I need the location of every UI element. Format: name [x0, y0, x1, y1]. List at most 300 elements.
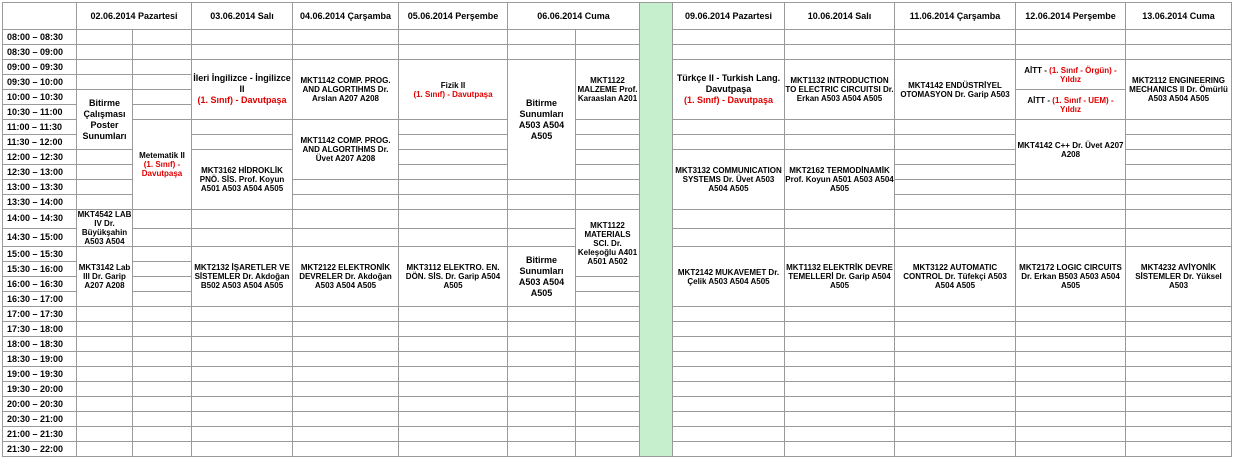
empty-cell	[508, 210, 576, 229]
empty-cell	[1126, 307, 1232, 322]
header-day	[192, 3, 293, 30]
course-cell	[192, 247, 293, 307]
empty-cell	[293, 352, 399, 367]
empty-cell	[673, 210, 785, 229]
cell-text: 19:00 – 19:30	[7, 368, 64, 379]
empty-cell	[133, 367, 192, 382]
empty-cell	[133, 45, 192, 60]
empty-cell	[77, 150, 133, 165]
cell-text: 12.06.2014 Perşembe	[1025, 10, 1116, 21]
empty-cell	[508, 352, 576, 367]
week-separator	[640, 3, 673, 457]
cell-text: 10.06.2014 Salı	[807, 10, 872, 21]
empty-cell	[133, 105, 192, 120]
empty-cell	[77, 165, 133, 180]
time-slot	[3, 262, 77, 277]
cell-text: 09:00 – 09:30	[7, 61, 64, 72]
empty-cell	[895, 210, 1016, 229]
cell-text: Fizik II	[440, 80, 466, 90]
header-day	[508, 3, 640, 30]
empty-cell	[673, 397, 785, 412]
time-slot	[3, 292, 77, 307]
schedule-row	[3, 322, 1232, 337]
empty-cell	[1126, 322, 1232, 337]
cell-text: 06.06.2014 Cuma	[537, 10, 610, 21]
empty-cell	[785, 397, 895, 412]
empty-cell	[576, 367, 640, 382]
cell-text: Bitirme Çalışması Poster Sunumları	[82, 97, 127, 141]
course-cell	[293, 60, 399, 120]
empty-cell	[1016, 45, 1126, 60]
empty-cell	[77, 75, 133, 90]
empty-cell	[1016, 397, 1126, 412]
header-day	[673, 3, 785, 30]
empty-cell	[399, 180, 508, 195]
empty-cell	[673, 30, 785, 45]
schedule-row	[3, 352, 1232, 367]
cell-text: MKT2132 İŞARETLER VE SİSTEMLER Dr. Akdoğan B502 A503 A504 A505	[194, 263, 290, 290]
empty-cell	[192, 45, 293, 60]
header-day	[895, 3, 1016, 30]
cell-text: 14:00 – 14:30	[7, 213, 64, 224]
empty-cell	[293, 412, 399, 427]
schedule-row	[3, 442, 1232, 457]
empty-cell	[133, 75, 192, 90]
cell-text: 18:30 – 19:00	[7, 353, 64, 364]
empty-cell	[192, 382, 293, 397]
course-cell	[399, 247, 508, 307]
course-cell	[133, 120, 192, 210]
empty-cell	[673, 427, 785, 442]
time-slot	[3, 412, 77, 427]
empty-cell	[576, 337, 640, 352]
course-cell	[77, 210, 133, 247]
course-cell	[293, 120, 399, 180]
empty-cell	[895, 120, 1016, 135]
cell-text: 20:30 – 21:00	[7, 413, 64, 424]
empty-cell	[1016, 427, 1126, 442]
time-slot	[3, 30, 77, 45]
empty-cell	[77, 382, 133, 397]
cell-text: 11:30 – 12:00	[7, 136, 63, 147]
empty-cell	[785, 120, 895, 135]
time-slot	[3, 247, 77, 262]
course-cell	[192, 60, 293, 120]
empty-cell	[895, 165, 1016, 180]
empty-cell	[77, 337, 133, 352]
course-cell	[399, 60, 508, 120]
cell-text: MKT4232 AVİYONİK SİSTEMLER Dr. Yüksel A503	[1135, 263, 1222, 290]
empty-cell	[508, 195, 576, 210]
cell-text: MKT3162 HİDROKLİK PNÖ. SİS. Prof. Koyun A501 A503 A504 A505	[199, 166, 285, 193]
empty-cell	[576, 120, 640, 135]
empty-cell	[399, 337, 508, 352]
cell-text: 09:30 – 10:00	[7, 76, 64, 87]
cell-text: 11:00 – 11:30	[7, 121, 63, 132]
empty-cell	[895, 367, 1016, 382]
header-day	[293, 3, 399, 30]
time-slot	[3, 45, 77, 60]
schedule-row	[3, 3, 1232, 30]
time-slot	[3, 60, 77, 75]
empty-cell	[576, 307, 640, 322]
time-slot	[3, 382, 77, 397]
empty-cell	[785, 45, 895, 60]
cell-text: 18:00 – 18:30	[7, 338, 64, 349]
empty-cell	[508, 180, 576, 195]
cell-text: 13:30 – 14:00	[7, 196, 64, 207]
cell-text: 08:30 – 09:00	[7, 46, 64, 57]
cell-text: 16:00 – 16:30	[7, 278, 64, 289]
empty-cell	[673, 120, 785, 135]
empty-cell	[673, 307, 785, 322]
empty-cell	[1126, 195, 1232, 210]
cell-text: MKT2122 ELEKTRONİK DEVRELER Dr. Akdoğan A503 A504 A505	[299, 263, 392, 290]
empty-cell	[399, 397, 508, 412]
empty-cell	[293, 427, 399, 442]
empty-cell	[1126, 367, 1232, 382]
empty-cell	[399, 135, 508, 150]
course-cell	[1016, 120, 1126, 180]
empty-cell	[673, 337, 785, 352]
cell-text: 15:00 – 15:30	[7, 248, 64, 259]
empty-cell	[1016, 322, 1126, 337]
cell-text: 12:00 – 12:30	[7, 151, 64, 162]
empty-cell	[293, 382, 399, 397]
empty-cell	[399, 195, 508, 210]
corner-cell	[3, 3, 77, 30]
empty-cell	[192, 307, 293, 322]
course-cell	[1016, 90, 1126, 120]
empty-cell	[399, 322, 508, 337]
empty-cell	[293, 228, 399, 247]
schedule-row	[3, 367, 1232, 382]
empty-cell	[1126, 412, 1232, 427]
empty-cell	[1126, 165, 1232, 180]
cell-text: MKT3112 ELEKTRO. EN. DÖN. SİS. Dr. Garip A504 A505	[405, 263, 501, 290]
empty-cell	[895, 322, 1016, 337]
empty-cell	[133, 442, 192, 457]
cell-text: Bitirme Sunumları A503 A504 A505	[518, 97, 565, 141]
empty-cell	[508, 45, 576, 60]
empty-cell	[1016, 382, 1126, 397]
empty-cell	[508, 412, 576, 427]
cell-note: (1. Sınıf) - Davutpaşa	[197, 95, 287, 105]
empty-cell	[133, 382, 192, 397]
course-cell	[1126, 247, 1232, 307]
cell-text: 10:30 – 11:00	[7, 106, 63, 117]
empty-cell	[576, 382, 640, 397]
course-cell	[576, 210, 640, 277]
cell-text: 21:30 – 22:00	[7, 443, 64, 454]
course-cell	[673, 60, 785, 120]
course-cell	[785, 60, 895, 120]
empty-cell	[785, 412, 895, 427]
course-cell	[785, 150, 895, 210]
empty-cell	[192, 210, 293, 229]
empty-cell	[399, 427, 508, 442]
time-slot	[3, 120, 77, 135]
empty-cell	[895, 352, 1016, 367]
schedule-row	[3, 337, 1232, 352]
empty-cell	[293, 210, 399, 229]
empty-cell	[1126, 150, 1232, 165]
cell-text: MKT4142 ENDÜSTRİYEL OTOMASYON Dr. Garip A503	[900, 80, 1010, 99]
empty-cell	[1126, 180, 1232, 195]
cell-text: 20:00 – 20:30	[7, 398, 64, 409]
empty-cell	[673, 45, 785, 60]
cell-text: MKT1122 MALZEME Prof. Karaaslan A201	[577, 76, 638, 103]
time-slot	[3, 352, 77, 367]
schedule-row	[3, 60, 1232, 75]
empty-cell	[576, 292, 640, 307]
empty-cell	[576, 30, 640, 45]
empty-cell	[576, 180, 640, 195]
cell-text: 16:30 – 17:00	[7, 293, 64, 304]
empty-cell	[895, 412, 1016, 427]
time-slot	[3, 135, 77, 150]
empty-cell	[508, 367, 576, 382]
cell-text: MKT3132 COMMUNICATION SYSTEMS Dr. Üvet A503 A504 A505	[675, 166, 782, 193]
empty-cell	[399, 150, 508, 165]
empty-cell	[508, 30, 576, 45]
empty-cell	[785, 382, 895, 397]
exam-schedule-table	[2, 2, 1232, 457]
cell-text: MKT2112 ENGINEERING MECHANICS II Dr. Ömürlü A503 A504 A505	[1129, 76, 1228, 103]
empty-cell	[576, 442, 640, 457]
schedule-row	[3, 210, 1232, 229]
empty-cell	[293, 307, 399, 322]
course-cell	[192, 150, 293, 210]
time-slot	[3, 210, 77, 229]
empty-cell	[508, 427, 576, 442]
empty-cell	[133, 30, 192, 45]
empty-cell	[133, 352, 192, 367]
empty-cell	[673, 228, 785, 247]
empty-cell	[895, 382, 1016, 397]
header-day	[785, 3, 895, 30]
cell-text: 03.06.2014 Salı	[210, 10, 274, 21]
cell-text: 09.06.2014 Pazartesi	[684, 10, 773, 21]
cell-text: 04.06.2014 Çarşamba	[299, 10, 392, 21]
empty-cell	[293, 195, 399, 210]
empty-cell	[576, 397, 640, 412]
course-cell	[1016, 247, 1126, 307]
cell-text: 08:00 – 08:30	[7, 31, 64, 42]
time-slot	[3, 75, 77, 90]
empty-cell	[192, 367, 293, 382]
empty-cell	[1126, 382, 1232, 397]
empty-cell	[399, 352, 508, 367]
empty-cell	[1016, 195, 1126, 210]
empty-cell	[895, 427, 1016, 442]
empty-cell	[785, 367, 895, 382]
course-cell	[895, 247, 1016, 307]
empty-cell	[192, 30, 293, 45]
empty-cell	[77, 427, 133, 442]
empty-cell	[576, 150, 640, 165]
cell-text: İleri İngilizce - İngilizce II	[193, 73, 291, 94]
empty-cell	[133, 90, 192, 105]
empty-cell	[785, 135, 895, 150]
empty-cell	[785, 442, 895, 457]
cell-text: MKT1122 MATERIALS SCI. Dr. Keleşoğlu A401 A501 A502	[577, 220, 638, 266]
empty-cell	[1016, 228, 1126, 247]
cell-text: MKT1142 COMP. PROG. AND ALGORTIHMS Dr. Arslan A207 A208	[300, 76, 391, 103]
cell-note: (1. Sınıf - UEM) - Yıldız	[1052, 95, 1114, 114]
header-day	[77, 3, 192, 30]
empty-cell	[399, 165, 508, 180]
empty-cell	[77, 45, 133, 60]
cell-text: MKT4142 C++ Dr. Üvet A207 A208	[1017, 140, 1124, 159]
empty-cell	[133, 60, 192, 75]
empty-cell	[785, 210, 895, 229]
cell-text: 21:00 – 21:30	[7, 428, 64, 439]
empty-cell	[785, 228, 895, 247]
course-cell	[673, 247, 785, 307]
empty-cell	[77, 195, 133, 210]
course-cell	[895, 60, 1016, 120]
empty-cell	[1126, 120, 1232, 135]
empty-cell	[192, 427, 293, 442]
empty-cell	[133, 337, 192, 352]
time-slot	[3, 105, 77, 120]
empty-cell	[133, 277, 192, 292]
empty-cell	[895, 135, 1016, 150]
empty-cell	[399, 120, 508, 135]
time-slot	[3, 337, 77, 352]
empty-cell	[293, 367, 399, 382]
empty-cell	[895, 195, 1016, 210]
empty-cell	[1016, 412, 1126, 427]
empty-cell	[77, 367, 133, 382]
cell-text: 13.06.2014 Cuma	[1142, 10, 1215, 21]
empty-cell	[399, 307, 508, 322]
empty-cell	[192, 352, 293, 367]
cell-text: 12:30 – 13:00	[7, 166, 64, 177]
empty-cell	[133, 228, 192, 247]
cell-text: 11.06.2014 Çarşamba	[909, 10, 1001, 21]
empty-cell	[192, 228, 293, 247]
cell-text: MKT2172 LOGIC CIRCUITS Dr. Erkan B503 A503 A504 A505	[1019, 263, 1122, 290]
header-day	[1016, 3, 1126, 30]
empty-cell	[293, 397, 399, 412]
empty-cell	[293, 337, 399, 352]
empty-cell	[895, 150, 1016, 165]
schedule-row	[3, 382, 1232, 397]
empty-cell	[576, 277, 640, 292]
empty-cell	[192, 442, 293, 457]
empty-cell	[77, 307, 133, 322]
empty-cell	[1016, 30, 1126, 45]
empty-cell	[192, 412, 293, 427]
empty-cell	[133, 322, 192, 337]
cell-text: Türkçe II - Turkish Lang. Davutpaşa	[676, 73, 781, 94]
cell-text: 05.06.2014 Perşembe	[407, 10, 499, 21]
empty-cell	[673, 412, 785, 427]
course-cell	[1016, 60, 1126, 90]
empty-cell	[576, 135, 640, 150]
empty-cell	[133, 412, 192, 427]
cell-text: MKT2162 TERMODİNAMİK Prof. Koyun A501 A503 A504 A505	[785, 166, 894, 193]
empty-cell	[192, 135, 293, 150]
empty-cell	[399, 442, 508, 457]
cell-text: 02.06.2014 Pazartesi	[90, 10, 178, 21]
empty-cell	[785, 337, 895, 352]
cell-text: MKT1132 ELEKTRİK DEVRE TEMELLERİ Dr. Garip A504 A505	[786, 263, 893, 290]
cell-note: (1. Sınıf) - Davutpaşa	[413, 89, 493, 99]
empty-cell	[1126, 337, 1232, 352]
empty-cell	[293, 180, 399, 195]
empty-cell	[895, 30, 1016, 45]
empty-cell	[133, 292, 192, 307]
schedule-row	[3, 427, 1232, 442]
empty-cell	[399, 30, 508, 45]
course-cell	[1126, 60, 1232, 120]
empty-cell	[192, 337, 293, 352]
cell-text: MKT1142 COMP. PROG. AND ALGORTIHMS Dr. Üvet A207 A208	[300, 136, 391, 163]
cell-text: Bitirme Sunumları A503 A504 A505	[518, 254, 565, 298]
time-slot	[3, 90, 77, 105]
empty-cell	[1016, 307, 1126, 322]
empty-cell	[1016, 210, 1126, 229]
empty-cell	[77, 352, 133, 367]
course-cell	[293, 247, 399, 307]
empty-cell	[785, 307, 895, 322]
empty-cell	[508, 228, 576, 247]
time-slot	[3, 397, 77, 412]
empty-cell	[508, 337, 576, 352]
empty-cell	[1016, 337, 1126, 352]
empty-cell	[293, 30, 399, 45]
course-cell	[77, 90, 133, 150]
schedule-row	[3, 307, 1232, 322]
course-cell	[785, 247, 895, 307]
time-slot	[3, 150, 77, 165]
empty-cell	[895, 337, 1016, 352]
empty-cell	[895, 180, 1016, 195]
cell-text: MKT3122 AUTOMATIC CONTROL Dr. Tüfekçi A503 A504 A505	[903, 263, 1007, 290]
cell-text: 17:30 – 18:00	[7, 323, 64, 334]
empty-cell	[508, 442, 576, 457]
empty-cell	[77, 322, 133, 337]
empty-cell	[508, 382, 576, 397]
empty-cell	[895, 442, 1016, 457]
empty-cell	[576, 195, 640, 210]
schedule-row	[3, 397, 1232, 412]
empty-cell	[77, 397, 133, 412]
empty-cell	[399, 210, 508, 229]
schedule-row	[3, 120, 1232, 135]
empty-cell	[895, 307, 1016, 322]
course-cell	[77, 247, 133, 307]
schedule-row	[3, 412, 1232, 427]
empty-cell	[1126, 30, 1232, 45]
cell-note: (1. Sınıf) - Davutpaşa	[141, 160, 183, 178]
empty-cell	[576, 165, 640, 180]
cell-note: (1. Sınıf - Örgün) - Yıldız	[1049, 65, 1117, 84]
time-slot	[3, 277, 77, 292]
cell-text: MKT4542 LAB IV Dr. Büyükşahin A503 A504	[77, 210, 132, 246]
time-slot	[3, 165, 77, 180]
empty-cell	[785, 352, 895, 367]
empty-cell	[576, 427, 640, 442]
time-slot	[3, 442, 77, 457]
cell-text: 10:00 – 10:30	[7, 91, 64, 102]
empty-cell	[1126, 210, 1232, 229]
empty-cell	[399, 412, 508, 427]
cell-text: 13:00 – 13:30	[7, 181, 64, 192]
